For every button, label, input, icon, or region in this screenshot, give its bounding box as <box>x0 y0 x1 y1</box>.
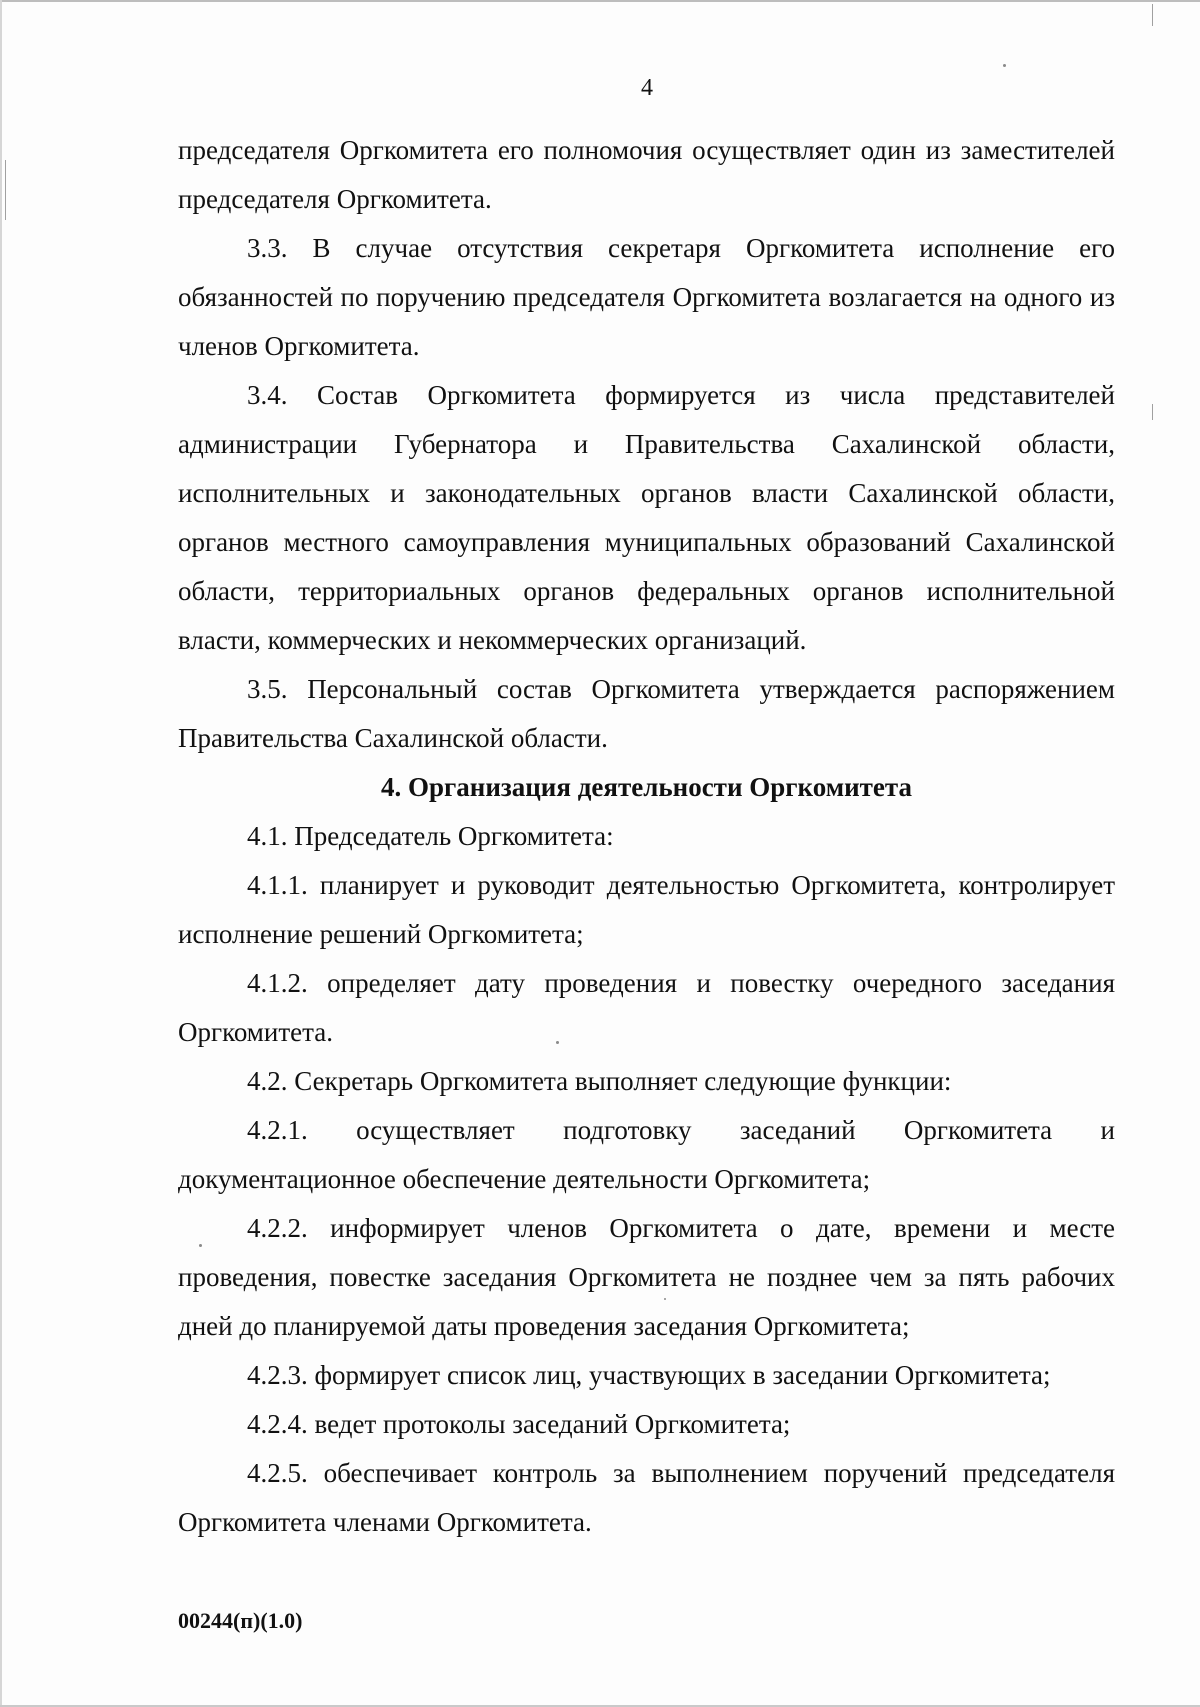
document-code: 00244(п)(1.0) <box>178 1608 303 1633</box>
scan-edge-left <box>0 0 2 1707</box>
paragraph-4-2-1: 4.2.1. осуществляет подготовку заседаний Оргкомитета и документационное обеспечение деятельности Оргкомитета; <box>178 1115 1115 1194</box>
scan-mark <box>1152 4 1153 26</box>
section-heading-4: 4. Организация деятельности Оргкомитета <box>381 772 912 802</box>
paragraph-4-2-4: 4.2.4. ведет протоколы заседаний Оргкомитета; <box>247 1409 791 1439</box>
paragraph-4-2-5: 4.2.5. обеспечивает контроль за выполнением поручений председателя Оргкомитета членами Оргкомитета. <box>178 1458 1115 1537</box>
paragraph-4-1: 4.1. Председатель Оргкомитета: <box>247 821 614 851</box>
scan-speck <box>1003 64 1006 67</box>
paragraph-continuation: председателя Оргкомитета его полномочия осуществляет один из заместителей председателя Оргкомитета. <box>178 135 1115 214</box>
scan-edge-top <box>0 0 1200 2</box>
paragraph-3-3: 3.3. В случае отсутствия секретаря Оргкомитета исполнение его обязанностей по поручению председателя Оргкомитета возлагается на одного из членов Оргкомитета. <box>178 233 1115 361</box>
paragraph-4-1-2: 4.1.2. определяет дату проведения и повестку очередного заседания Оргкомитета. <box>178 968 1115 1047</box>
scan-mark <box>5 160 6 220</box>
paragraph-4-2-2: 4.2.2. информирует членов Оргкомитета о дате, времени и месте проведения, повестке заседания Оргкомитета не позднее чем за пять рабочих дней до планируемой даты проведения заседания Оргкомитета; <box>178 1213 1115 1341</box>
paragraph-4-2-3: 4.2.3. формирует список лиц, участвующих в заседании Оргкомитета; <box>247 1360 1051 1390</box>
paragraph-3-4: 3.4. Состав Оргкомитета формируется из числа представителей администрации Губернатора и Правительства Сахалинской области, исполнительных и законодательных органов власти Сахалинской области, органов местного самоуправления муниципальных образований Сахалинской области, территориальных органов федеральных органов исполнительной власти, коммерческих и некоммерческих организаций. <box>178 380 1115 655</box>
document-body <box>178 126 1115 1547</box>
paragraph-3-5: 3.5. Персональный состав Оргкомитета утверждается распоряжением Правительства Сахалинской области. <box>178 674 1115 753</box>
paragraph-4-1-1: 4.1.1. планирует и руководит деятельностью Оргкомитета, контролирует исполнение решений Оргкомитета; <box>178 870 1115 949</box>
page-number: 4 <box>641 75 653 101</box>
scan-mark <box>1152 404 1153 420</box>
paragraph-4-2: 4.2. Секретарь Оргкомитета выполняет следующие функции: <box>247 1066 952 1096</box>
